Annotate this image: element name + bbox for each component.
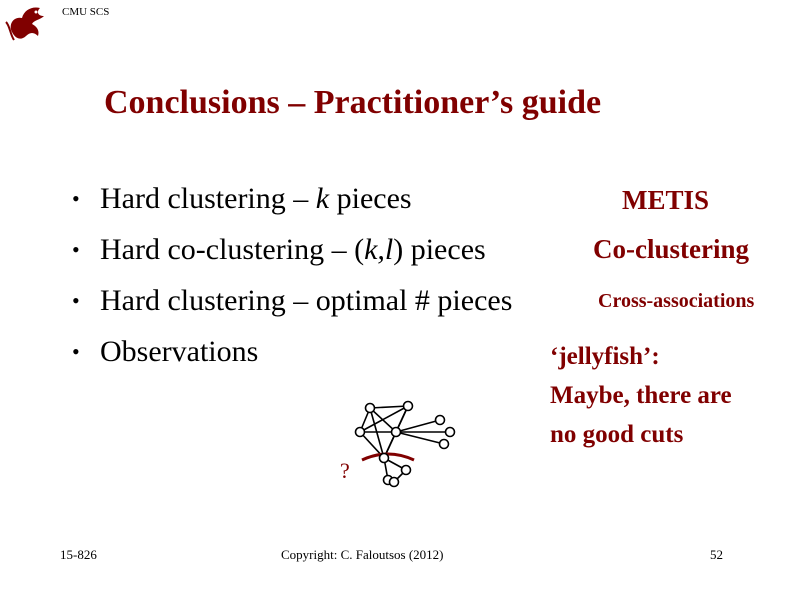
bullet-italic: k,l [364, 233, 394, 266]
jellyfish-line: Maybe, there are [550, 382, 732, 409]
question-mark: ? [340, 458, 350, 483]
cross-associations-label: Cross-associations [598, 290, 755, 312]
bullet-text: Hard co-clustering – ( [100, 233, 365, 266]
footer-copyright: Copyright: C. Faloutsos (2012) [281, 547, 444, 562]
bullet-text: Observations [100, 335, 259, 368]
bullet-item [72, 329, 512, 380]
bullet-text: pieces [329, 182, 412, 215]
bullet-dot-icon: • [72, 339, 80, 364]
bullet-list [72, 176, 512, 380]
jellyfish-line: no good cuts [550, 421, 684, 448]
bullet-text: ) pieces [393, 233, 486, 266]
jellyfish-line: ‘jellyfish’: [550, 343, 660, 370]
bullet-dot-icon: • [72, 186, 80, 211]
dragon-logo-icon [4, 2, 50, 44]
bullet-text: Hard clustering – optimal # pieces [100, 284, 513, 317]
bullet-item [72, 278, 512, 329]
bullet-italic: k [315, 182, 330, 215]
bullet-dot-icon: • [72, 237, 80, 262]
bullet-dot-icon: • [72, 288, 80, 313]
jellyfish-note [550, 337, 732, 454]
bullet-item [72, 176, 512, 227]
bullet-text: Hard clustering – [100, 182, 316, 215]
slide-title: Conclusions – Practitioner’s guide [104, 84, 602, 121]
jellyfish-graph-icon [348, 396, 460, 492]
footer-course: 15-826 [60, 547, 97, 562]
coclustering-label: Co-clustering [593, 234, 749, 264]
header-label: CMU SCS [62, 6, 110, 18]
footer-page-number: 52 [710, 547, 723, 562]
bullet-item [72, 227, 512, 278]
metis-label: METIS [622, 185, 710, 215]
